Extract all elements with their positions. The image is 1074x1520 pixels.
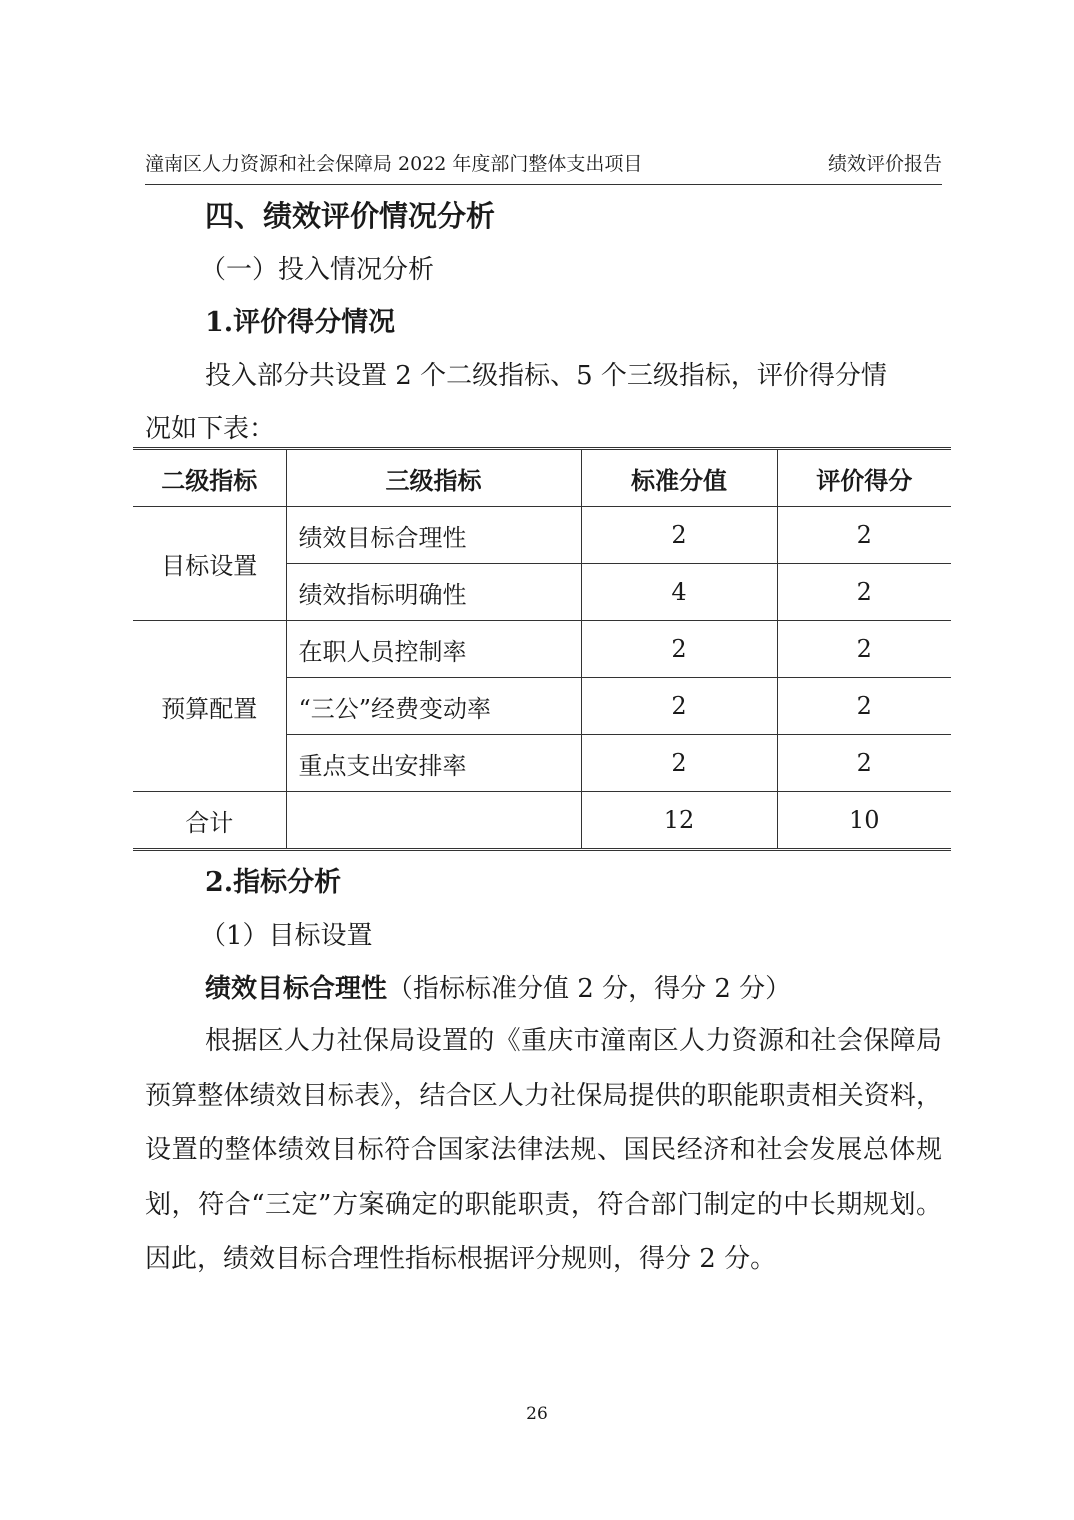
score-cell: 2 bbox=[777, 678, 951, 735]
level3-cell: 绩效目标合理性 bbox=[286, 507, 581, 564]
level2-cell: 目标设置 bbox=[133, 507, 286, 621]
header-score: 评价得分 bbox=[777, 449, 951, 507]
header-standard: 标准分值 bbox=[581, 449, 777, 507]
level3-cell: “三公”经费变动率 bbox=[286, 678, 581, 735]
total-level3-cell bbox=[286, 792, 581, 850]
subsection-title: （一）投入情况分析 bbox=[200, 255, 435, 285]
indicator-title: 绩效目标合理性 bbox=[205, 974, 388, 1004]
page-number: 26 bbox=[526, 1404, 548, 1424]
header-left-title: 潼南区人力资源和社会保障局 2022 年度部门整体支出项目 bbox=[145, 153, 643, 175]
header-level3: 三级指标 bbox=[286, 449, 581, 507]
standard-cell: 4 bbox=[581, 564, 777, 621]
item2-title: 2.指标分析 bbox=[205, 867, 342, 898]
level3-cell: 重点支出安排率 bbox=[286, 735, 581, 792]
standard-cell: 2 bbox=[581, 621, 777, 678]
header-right-title: 绩效评价报告 bbox=[827, 153, 942, 175]
score-cell: 2 bbox=[777, 507, 951, 564]
indicator-heading bbox=[205, 969, 791, 1009]
header-level2: 二级指标 bbox=[133, 449, 286, 507]
section-title: 四、绩效评价情况分析 bbox=[205, 199, 496, 233]
intro-line-2: 况如下表： bbox=[145, 414, 276, 444]
table-row bbox=[133, 621, 951, 678]
level2-cell: 预算配置 bbox=[133, 621, 286, 792]
total-score-cell: 10 bbox=[777, 792, 951, 850]
standard-cell: 2 bbox=[581, 735, 777, 792]
score-cell: 2 bbox=[777, 735, 951, 792]
item1-title: 1.评价得分情况 bbox=[205, 307, 396, 338]
table-row bbox=[133, 507, 951, 564]
sub1-title: （1）目标设置 bbox=[200, 921, 373, 951]
score-cell: 2 bbox=[777, 621, 951, 678]
level3-cell: 在职人员控制率 bbox=[286, 621, 581, 678]
standard-cell: 2 bbox=[581, 507, 777, 564]
page-header bbox=[145, 150, 942, 185]
analysis-paragraph: 根据区人力社保局设置的《重庆市潼南区人力资源和社会保障局预算整体绩效目标表》，结合区人力社保局提供的职能职责相关资料，设置的整体绩效目标符合国家法律法规、国民经济和社会发展总体规划，符合“三定”方案确定的职能职责，符合部门制定的中长期规划。因此，绩效目标合理性指标根据评分规则，得分 2 分。 bbox=[145, 1026, 942, 1274]
total-standard-cell: 12 bbox=[581, 792, 777, 850]
intro-line-1: 投入部分共设置 2 个二级指标、5 个三级指标，评价得分情 bbox=[205, 361, 887, 391]
level3-cell: 绩效指标明确性 bbox=[286, 564, 581, 621]
total-label-cell: 合计 bbox=[133, 792, 286, 850]
score-table bbox=[133, 447, 951, 851]
standard-cell: 2 bbox=[581, 678, 777, 735]
table-header-row bbox=[133, 449, 951, 507]
indicator-note: （指标标准分值 2 分，得分 2 分） bbox=[387, 974, 792, 1004]
table-total-row bbox=[133, 792, 951, 850]
score-cell: 2 bbox=[777, 564, 951, 621]
